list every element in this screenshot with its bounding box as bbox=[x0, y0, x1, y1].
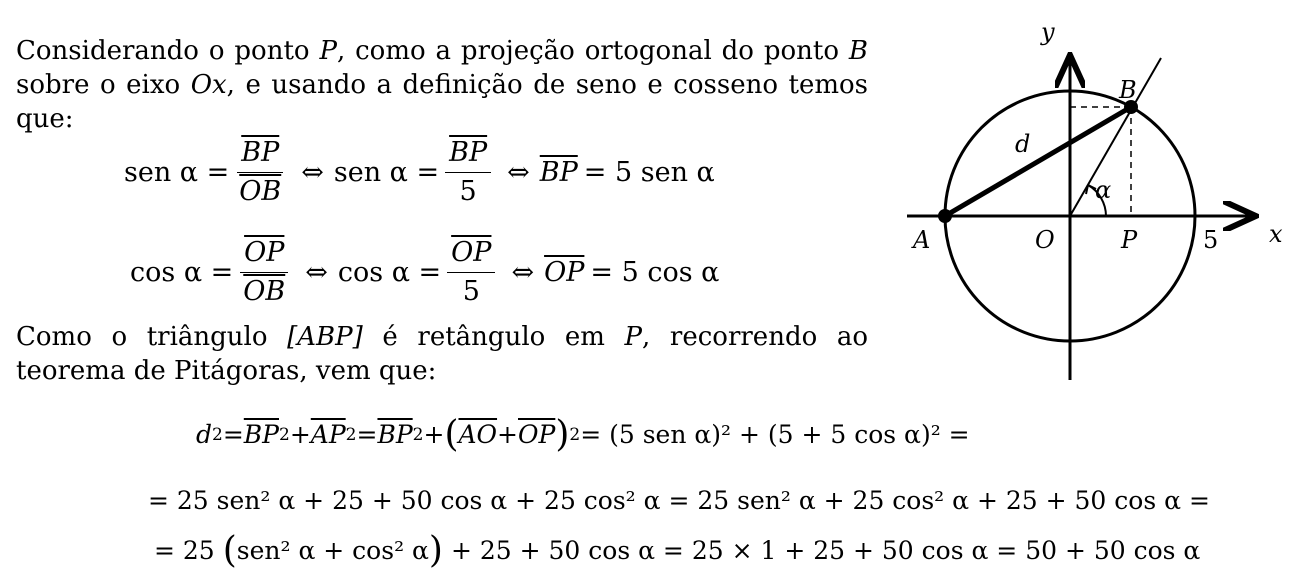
line3-b: + 25 + 50 cos α = 25 × 1 + 25 + 50 cos α = 50 + 50 cos α bbox=[450, 536, 1201, 565]
cosine-lhs: cos α = bbox=[130, 257, 234, 288]
cosine-iff-1: ⇔ bbox=[305, 257, 328, 288]
derivation-line-1: d 2 = $\overline{BP}$ 2 + $\overline{AP}$ 2 = $\overline{BP}$ 2 + ( $\overline{AO}$ + $\overline{OP}$ ) 2 = (5 sen α)² + (5 + 5 cos α)² = bbox=[196, 413, 970, 455]
sine-fraction-2 bbox=[445, 136, 491, 209]
intro-var-p: P bbox=[319, 36, 337, 66]
line1-plus2: + bbox=[423, 420, 445, 449]
pyth-var-abp: [ABP] bbox=[287, 322, 363, 352]
cosine-equation bbox=[130, 236, 719, 309]
pyth-text-a: Como o triângulo bbox=[16, 322, 288, 352]
line1-plus3: + bbox=[497, 420, 518, 449]
intro-text-d: , e usando a definição de seno e cosseno temos que: bbox=[16, 70, 868, 134]
label-b: B bbox=[1119, 76, 1137, 104]
line1-bp: $\overline{BP}$ bbox=[243, 420, 279, 449]
line1-eq2: = bbox=[356, 420, 378, 449]
label-y: y bbox=[1041, 18, 1055, 46]
line1-eq1: = bbox=[222, 420, 244, 449]
sine-frac1-den: OB bbox=[239, 176, 282, 207]
sine-rhs: = 5 sen α bbox=[583, 157, 715, 188]
line1-ap: $\overline{AP}$ bbox=[310, 420, 346, 449]
intro-var-b: B bbox=[848, 36, 869, 66]
pyth-text-b: é retângulo em bbox=[362, 322, 625, 352]
line1-bp2: $\overline{BP}$ bbox=[377, 420, 413, 449]
line3-inner: sen² α + cos² α bbox=[236, 536, 429, 565]
derivation-line-2 bbox=[148, 486, 1210, 515]
line1-op: $\overline{OP}$ bbox=[518, 420, 556, 449]
sine-frac1-num: $\overline{BP}$ bbox=[237, 136, 283, 173]
label-p: P bbox=[1121, 226, 1138, 254]
cosine-fraction-2 bbox=[447, 236, 495, 309]
intro-text-c: sobre o eixo bbox=[16, 70, 191, 100]
point-a bbox=[938, 209, 952, 223]
cosine-fraction-1 bbox=[239, 236, 289, 309]
sine-frac2-num: $\overline{BP}$ bbox=[445, 136, 491, 173]
sine-rhs-var: $\overline{BP}$ bbox=[539, 157, 578, 188]
sine-fraction-1 bbox=[235, 136, 285, 209]
cosine-frac1-num: $\overline{OP}$ bbox=[240, 236, 288, 273]
cosine-frac2-num: $\overline{OP}$ bbox=[447, 236, 495, 273]
sine-iff-2: ⇔ bbox=[507, 157, 530, 188]
cosine-mid: cos α = bbox=[337, 257, 442, 288]
intro-text-a: Considerando o ponto bbox=[16, 36, 320, 66]
cosine-rhs-var: $\overline{OP}$ bbox=[544, 257, 585, 288]
circle-diagram bbox=[895, 10, 1295, 390]
sine-equation bbox=[124, 136, 715, 209]
pythagoras-paragraph bbox=[16, 320, 868, 388]
label-o: O bbox=[1035, 226, 1055, 254]
cosine-frac2-den: 5 bbox=[462, 276, 480, 307]
line1-ao: $\overline{AO}$ bbox=[458, 420, 498, 449]
label-d: d bbox=[1015, 130, 1031, 158]
sine-mid: sen α = bbox=[333, 157, 440, 188]
pyth-text-c: , recorrendo ao teorema de Pitágoras, vem que: bbox=[16, 322, 868, 386]
sine-frac2-den: 5 bbox=[459, 176, 477, 207]
cosine-frac1-den: OB bbox=[243, 276, 286, 307]
sine-iff-1: ⇔ bbox=[301, 157, 324, 188]
label-5: 5 bbox=[1203, 226, 1219, 254]
intro-text-b: , como a projeção ortogonal do ponto bbox=[336, 36, 849, 66]
intro-paragraph bbox=[16, 34, 868, 136]
pyth-var-p: P bbox=[624, 322, 643, 352]
line1-tail: = (5 sen α)² + (5 + 5 cos α)² = bbox=[580, 420, 970, 449]
line3-a: = 25 bbox=[154, 536, 215, 565]
sine-lhs: sen α = bbox=[124, 157, 230, 188]
line2-text: = 25 sen² α + 25 + 50 cos α + 25 cos² α = 25 sen² α + 25 cos² α + 25 + 50 cos α = bbox=[148, 486, 1210, 515]
label-alpha: α bbox=[1095, 176, 1112, 204]
label-x: x bbox=[1269, 220, 1283, 248]
cosine-rhs: = 5 cos α bbox=[590, 257, 720, 288]
line1-plus1: + bbox=[289, 420, 311, 449]
intro-var-ox: Ox bbox=[190, 70, 227, 100]
cosine-iff-2: ⇔ bbox=[511, 257, 535, 288]
line1-d: d bbox=[196, 420, 213, 449]
derivation-line-3: = 25 ( sen² α + cos² α ) + 25 + 50 cos α = 25 × 1 + 25 + 50 cos α = 50 + 50 cos α bbox=[154, 529, 1201, 571]
label-a: A bbox=[913, 226, 931, 254]
